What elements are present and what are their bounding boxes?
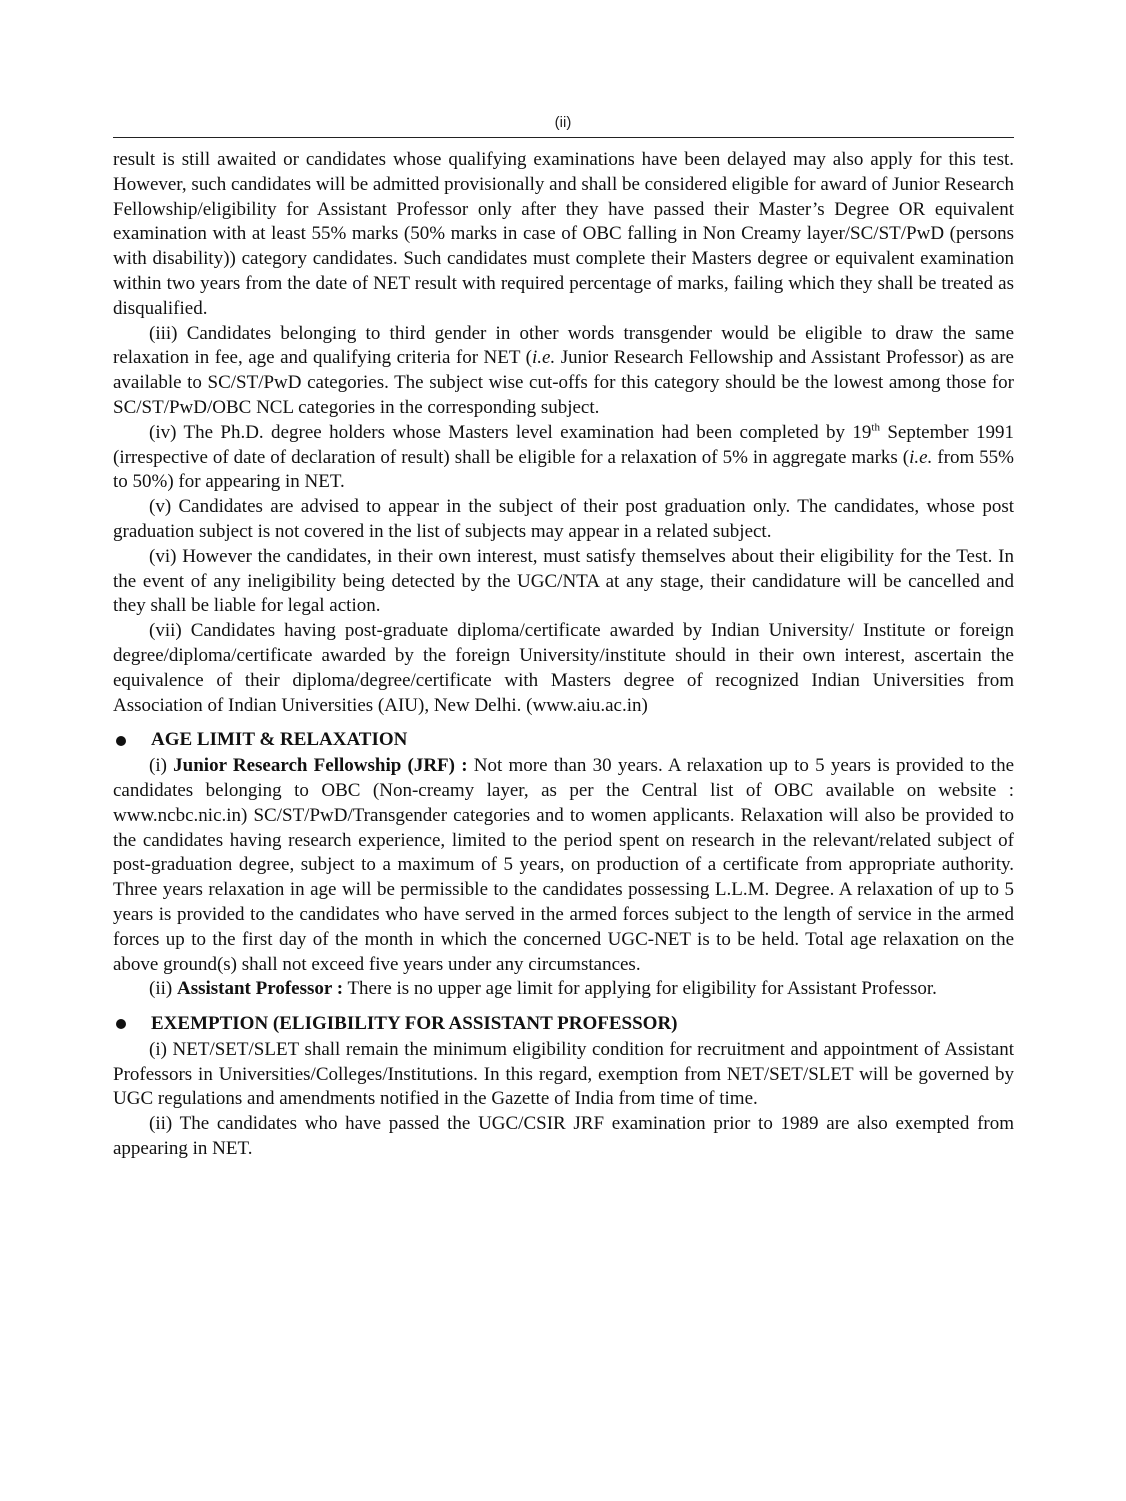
paragraph-equivalence: (vii) Candidates having post-graduate diploma/certificate awarded by Indian University/ Institute or foreign degree/diploma/certificate awarded by the foreign University/institute should in their own interest, ascertain the equivalence of their diploma/degree/certificate with Masters degree of recognized Indian Universities from Association of Indian Universities (AIU), New Delhi. (www.aiu.ac.in) [113,620,1014,716]
paragraph-phd-holders [113,421,1014,495]
section-heading-exemption [113,1012,1014,1037]
text-run: Junior Research Fellowship and Assistant Professor) as are available to SC/ST/PwD categories. The subject wise cut-offs for this category should be the lowest among those for SC/ST/PwD/OBC NCL categories in the corresponding subject. [113,347,1014,418]
page-content [113,148,1014,1162]
paragraph-transgender [113,322,1014,421]
text-run: There is no upper age limit for applying for eligibility for Assistant Professor. [343,978,937,1000]
text-run: from 55% to 50%) for appearing in NET. [113,446,1015,493]
paragraph-eligibility-check: (vi) However the candidates, in their own interest, must satisfy themselves about their eligibility for the Test. In the event of any ineligibility being detected by the UGC/NTA at any stage, their candidature will be cancelled and they shall be liable for legal action. [113,545,1014,617]
text-run: Not more than 30 years. A relaxation up to 5 years is provided to the candidates belonging to OBC (Non-creamy layer, as per the Central list of OBC available on website : www.ncbc.nic.in) SC/ST/PwD/Transgender categories and to women applicants. Relaxation will also be provided to the candidates having research experience, limited to the period spent on research in the relevant/related subject of post-graduation degree, subject to a maximum of 5 years, on production of a certificate from appropriate authority. Three years relaxation in age will be permissible to the candidates possessing L.L.M. Degree. A relaxation of up to 5 years is provided to the candidates who have served in the armed forces subject to the length of service in the armed forces up to the first day of the month in which the concerned UGC-NET is to be held. Total age relaxation on the above ground(s) shall not exceed five years under any circumstances. [113,755,1014,975]
italic-run: i.e. [909,446,933,468]
text-run: (iii) Candidates belonging to third gender in other words transgender would be eligible to draw the same relaxation in fee, age and qualifying criteria for NET ( [113,322,1014,369]
paragraph-assistant-professor-age [113,977,1014,1002]
paragraph-subject-advice: (v) Candidates are advised to appear in the subject of their post graduation only. The candidates, whose post graduation subject is not covered in the list of subjects may appear in a related subject. [113,496,1014,542]
section-heading-age-limit [113,728,1014,753]
bold-label: Assistant Professor : [176,978,344,1000]
heading-text: AGE LIMIT & RELAXATION [151,729,408,751]
paragraph-exemption-net: (i) NET/SET/SLET shall remain the minimum eligibility condition for recruitment and appointment of Assistant Professors in Universities/Colleges/Institutions. In this regard, exemption from NET/SET/SLET will be governed by UGC regulations and amendments notified in the Gazette of India from time of time. [113,1038,1014,1110]
bullet-icon [116,736,126,746]
text-run: September 1991 (irrespective of date of declaration of result) shall be eligible for a relaxation of 5% in aggregate marks ( [113,421,1014,468]
bold-label: Junior Research Fellowship (JRF) : [173,755,468,777]
superscript: th [871,421,880,434]
header-rule [113,137,1014,138]
page-number: (ii) [554,114,572,131]
heading-text: EXEMPTION (ELIGIBILITY FOR ASSISTANT PROFESSOR) [151,1013,678,1035]
paragraph-continuation: result is still awaited or candidates whose qualifying examinations have been delayed may also apply for this test. However, such candidates will be admitted provisionally and shall be considered eligible for award of Junior Research Fellowship/eligibility for Assistant Professor only after they have passed their Master’s Degree OR equivalent examination with at least 55% marks (50% marks in case of OBC falling in Non Creamy layer/SC/ST/PwD (persons with disability)) category candidates. Such candidates must complete their Masters degree or equivalent examination within two years from the date of NET result with required percentage of marks, failing which they shall be treated as disqualified. [113,149,1014,319]
text-run: (ii) [149,978,177,1000]
paragraph-exemption-jrf: (ii) The candidates who have passed the UGC/CSIR JRF examination prior to 1989 are also exempted from appearing in NET. [113,1113,1014,1160]
paragraph-jrf-age [113,754,1014,977]
bullet-icon [116,1019,126,1029]
text-run: (i) [149,755,174,777]
italic-run: i.e. [531,347,556,369]
text-run: (iv) The Ph.D. degree holders whose Masters level examination had been completed by 19 [149,421,872,443]
